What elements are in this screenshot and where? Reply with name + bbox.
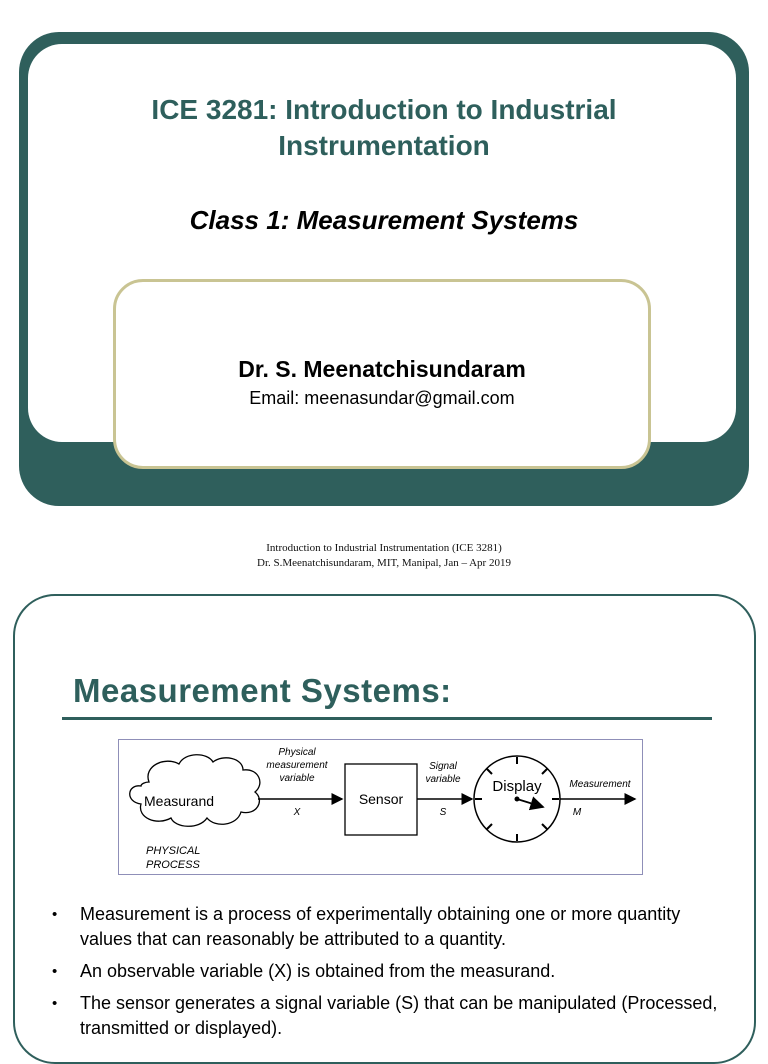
measurand-cloud: [130, 755, 260, 827]
signal-variable-label-2: variable: [425, 774, 461, 785]
author-email: Email: meenasundar@gmail.com: [249, 388, 515, 408]
pmv-label-3: variable: [279, 773, 315, 784]
pmv-label-2: measurement: [266, 760, 328, 771]
physical-process-label-1: PHYSICAL: [146, 845, 201, 857]
class-subtitle: Class 1: Measurement Systems: [189, 205, 579, 235]
bullet-symbol: •: [52, 906, 58, 923]
measurand-label: Measurand: [144, 793, 215, 809]
bullet-list: [52, 902, 722, 1048]
bullet-item-1: [52, 902, 722, 952]
course-title-line-2: Instrumentation: [278, 130, 490, 161]
pmv-label-1: Physical: [278, 747, 316, 758]
display-label: Display: [492, 778, 542, 795]
signal-variable-label-1: Signal: [429, 761, 457, 772]
sensor-label: Sensor: [358, 791, 404, 807]
diagram-svg: [119, 740, 642, 874]
x-label: X: [293, 807, 301, 818]
measurement-label: Measurement: [569, 779, 631, 790]
course-title: [40, 92, 728, 164]
physical-process-label-2: PROCESS: [146, 859, 200, 871]
author-box: [113, 279, 651, 469]
slide-footer: [0, 541, 768, 571]
bullet-symbol: •: [52, 995, 58, 1012]
course-title-line-1: ICE 3281: Introduction to Industrial: [151, 94, 617, 125]
s-label: S: [439, 807, 447, 818]
bullet-symbol: •: [52, 963, 58, 980]
bullet-item-3: [52, 991, 722, 1041]
measurement-system-diagram: [118, 739, 643, 875]
slide-heading: Measurement Systems:: [73, 672, 452, 709]
author-name: Dr. S. Meenatchisundaram: [238, 356, 526, 382]
bullet-text-1: Measurement is a process of experimentally obtaining one or more quantity values that can reasonably be attributed to a quantity.: [80, 904, 681, 949]
footer-line-2: Dr. S.Meenatchisundaram, MIT, Manipal, Jan – Apr 2019: [257, 557, 511, 569]
heading-underline: [62, 717, 712, 720]
bullet-item-2: [52, 959, 722, 984]
dial-pivot: [515, 797, 520, 802]
footer-line-1: Introduction to Industrial Instrumentation (ICE 3281): [266, 542, 502, 554]
bullet-text-3: The sensor generates a signal variable (S) that can be manipulated (Processed, transmitted or displayed).: [80, 993, 718, 1038]
m-label: M: [572, 807, 582, 818]
bullet-text-2: An observable variable (X) is obtained from the measurand.: [80, 961, 556, 981]
